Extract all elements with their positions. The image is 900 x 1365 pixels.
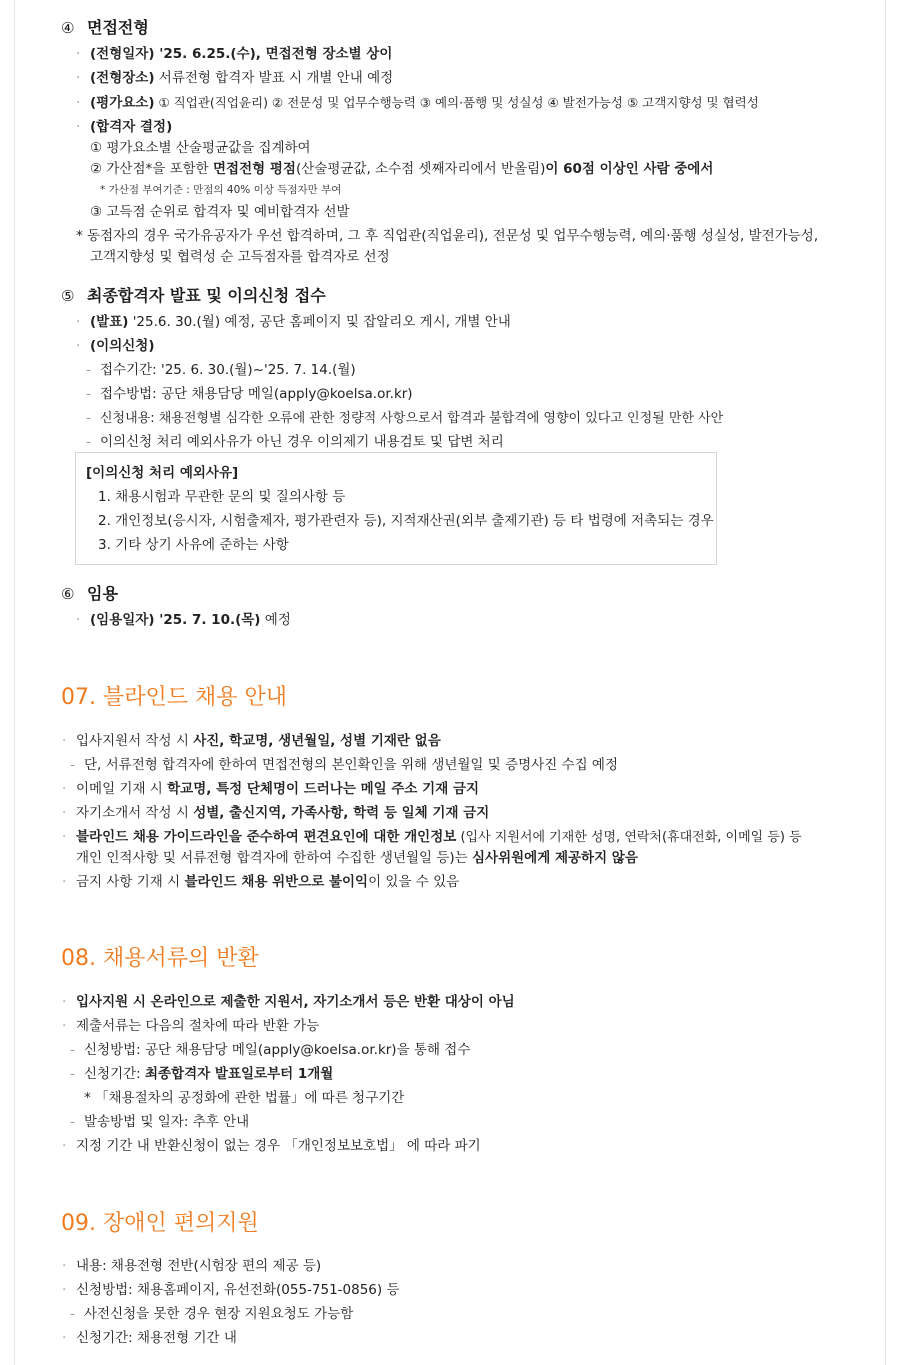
text-part: 이 60점 이상인 사람 중에서 xyxy=(545,161,714,177)
item-label: (이의신청) xyxy=(90,338,155,354)
section-title-08: 08. 채용서류의 반환 xyxy=(61,946,259,971)
item-text: 이의신청 처리 예외사유가 아닌 경우 이의제기 내용검토 및 답변 처리 xyxy=(100,434,504,450)
text-part: 심사위원에게 제공하지 않음 xyxy=(472,850,638,866)
sub-item: - 발송방법 및 일자: 추후 안내 xyxy=(70,1114,250,1130)
circled-number: ⑥ xyxy=(61,585,75,603)
item-label: (발표) xyxy=(90,314,129,330)
list-item: · 신청방법: 채용홈페이지, 유선전화(055-751-0856) 등 xyxy=(62,1282,400,1298)
item-text: 지정 기간 내 반환신청이 없는 경우 「개인정보보호법」 에 따라 파기 xyxy=(76,1138,481,1154)
text-part: 성별, 출신지역, 가족사항, 학력 등 일체 기재 금지 xyxy=(193,805,490,821)
item-label: (전형장소) xyxy=(90,70,155,86)
list-item: · 입사지원서 작성 시 사진, 학교명, 생년월일, 성별 기재란 없음 xyxy=(62,733,441,749)
section-title: 최종합격자 발표 및 이의신청 접수 xyxy=(87,286,326,305)
item-text: 단, 서류전형 합격자에 한하여 면접전형의 본인확인을 위해 생년월일 및 증명사진 수집 예정 xyxy=(84,757,619,773)
list-item: · 금지 사항 기재 시 블라인드 채용 위반으로 불이익이 있을 수 있음 xyxy=(62,874,460,890)
item-label: (평가요소) xyxy=(90,95,155,111)
note-line: * 동점자의 경우 국가유공자가 우선 합격하며, 그 후 직업관(직업윤리), 전문성 및 업무수행능력, 예의·품행 성실성, 발전가능성, xyxy=(76,228,819,244)
list-item: · 지정 기간 내 반환신청이 없는 경우 「개인정보보호법」 에 따라 파기 xyxy=(62,1138,481,1154)
sub-item: - 접수기간: '25. 6. 30.(월)~'25. 7. 14.(월) xyxy=(86,362,356,378)
item-text: 접수기간: '25. 6. 30.(월)~'25. 7. 14.(월) xyxy=(100,362,356,378)
item-text: 사전신청을 못한 경우 현장 지원요청도 가능함 xyxy=(84,1306,354,1322)
text-part: 자기소개서 작성 시 xyxy=(76,805,194,821)
item-text: 입사지원 시 온라인으로 제출한 지원서, 자기소개서 등은 반환 대상이 아님 xyxy=(76,994,515,1010)
item-text: 신청방법: 공단 채용담당 메일(apply@koelsa.or.kr)을 통해 접수 xyxy=(84,1042,471,1058)
note-line: 고객지향성 및 협력성 순 고득점자를 합격자로 선정 xyxy=(90,249,390,265)
text-part: 금지 사항 기재 시 xyxy=(76,874,185,890)
circled-number: ⑤ xyxy=(61,287,75,305)
sub-item: - 단, 서류전형 합격자에 한하여 면접전형의 본인확인을 위해 생년월일 및 증명사진 수집 예정 xyxy=(70,757,619,773)
text-part: ② 가산점*을 포함한 xyxy=(90,161,214,177)
box-title: [이의신청 처리 예외사유] xyxy=(86,465,239,481)
text-part: 사진, 학교명, 생년월일, 성별 기재란 없음 xyxy=(193,733,441,749)
list-item: · (평가요소) ① 직업관(직업윤리) ② 전문성 및 업무수행능력 ③ 예의·품행 및 성실성 ④ 발전가능성 ⑤ 고객지향성 및 협력성 xyxy=(76,95,759,111)
sub-item: - 신청기간: 최종합격자 발표일로부터 1개월 xyxy=(70,1066,334,1082)
item-text: '25.6. 30.(월) 예정, 공단 홈페이지 및 잡알리오 게시, 개별 안내 xyxy=(128,314,511,330)
list-item: · 자기소개서 작성 시 성별, 출신지역, 가족사항, 학력 등 일체 기재 금지 xyxy=(62,805,490,821)
item-label: (합격자 결정) xyxy=(90,119,173,135)
text-part: (입사 지원서에 기재한 성명, 연락처(휴대전화, 이메일 등) 등 xyxy=(456,830,802,845)
text-part: 신청기간: xyxy=(84,1066,146,1082)
sub-item: - 접수방법: 공단 채용담당 메일(apply@koelsa.or.kr) xyxy=(86,386,413,402)
sub-item: - 이의신청 처리 예외사유가 아닌 경우 이의제기 내용검토 및 답변 처리 xyxy=(86,434,504,450)
list-item: · 제출서류는 다음의 절차에 따라 반환 가능 xyxy=(62,1018,320,1034)
sub-item: - 신청내용: 채용전형별 심각한 오류에 관한 정량적 사항으로서 합격과 불합격에 영향이 있다고 인정될 만한 사안 xyxy=(86,410,724,426)
text-part: 블라인드 채용 위반으로 불이익 xyxy=(184,874,369,890)
text-part: 개인 인적사항 및 서류전형 합격자에 한하여 수집한 생년월일 등)는 xyxy=(76,850,472,866)
item-text: ① 직업관(직업윤리) ② 전문성 및 업무수행능력 ③ 예의·품행 및 성실성 ④ 발전가능성 ⑤ 고객지향성 및 협력성 xyxy=(154,95,759,110)
item-text: 내용: 채용전형 전반(시험장 편의 제공 등) xyxy=(76,1258,322,1274)
list-item: · (이의신청) xyxy=(76,338,155,354)
text-part: 최종합격자 발표일로부터 1개월 xyxy=(145,1066,334,1082)
item-text: 예정 xyxy=(260,612,291,628)
list-item: · 신청기간: 채용전형 기간 내 xyxy=(62,1330,237,1346)
item-text: 신청방법: 채용홈페이지, 유선전화(055-751-0856) 등 xyxy=(76,1282,400,1298)
section-heading-interview xyxy=(61,18,149,37)
sub-item: ③ 고득점 순위로 합격자 및 예비합격자 선발 xyxy=(90,204,350,220)
section-heading-final-result xyxy=(61,286,326,305)
footnote: * 가산점 부여기준 : 만점의 40% 이상 득점자만 부여 xyxy=(100,184,342,196)
list-item: · 내용: 채용전형 전반(시험장 편의 제공 등) xyxy=(62,1258,322,1274)
section-title-07: 07. 블라인드 채용 안내 xyxy=(61,685,287,710)
footnote: * 「채용절차의 공정화에 관한 법률」에 따른 청구기간 xyxy=(84,1090,405,1106)
item-text: 제출서류는 다음의 절차에 따라 반환 가능 xyxy=(76,1018,320,1034)
item-text: 신청내용: 채용전형별 심각한 오류에 관한 정량적 사항으로서 합격과 불합격에 영향이 있다고 인정될 만한 사안 xyxy=(100,411,724,426)
box-item: 2. 개인정보(응시자, 시험출제자, 평가관련자 등), 지적재산권(외부 출제기관) 등 타 법령에 저촉되는 경우 xyxy=(98,513,714,529)
item-text: 서류전형 합격자 발표 시 개별 안내 예정 xyxy=(154,70,394,86)
text-part: 면접전형 평점 xyxy=(213,161,296,177)
list-item: · 블라인드 채용 가이드라인을 준수하여 편견요인에 대한 개인정보 (입사 지원서에 기재한 성명, 연락처(휴대전화, 이메일 등) 등 xyxy=(62,829,802,845)
item-text: 접수방법: 공단 채용담당 메일(apply@koelsa.or.kr) xyxy=(100,386,413,402)
list-item: · 이메일 기재 시 학교명, 특정 단체명이 드러나는 메일 주소 기재 금지 xyxy=(62,781,480,797)
item-label: (임용일자) '25. 7. 10.(목) xyxy=(90,612,261,628)
text-part: 이메일 기재 시 xyxy=(76,781,168,797)
list-item: · 입사지원 시 온라인으로 제출한 지원서, 자기소개서 등은 반환 대상이 아님 xyxy=(62,994,515,1010)
item-text: (전형일자) '25. 6.25.(수), 면접전형 장소별 상이 xyxy=(90,46,393,62)
sub-item xyxy=(90,161,713,177)
text-part: 블라인드 채용 가이드라인을 준수하여 편견요인에 대한 개인정보 xyxy=(76,829,457,845)
circled-number: ④ xyxy=(61,19,75,37)
list-item: · (전형일자) '25. 6.25.(수), 면접전형 장소별 상이 xyxy=(76,46,393,62)
box-item: 3. 기타 상기 사유에 준하는 사항 xyxy=(98,537,289,553)
item-text: 신청기간: 채용전형 기간 내 xyxy=(76,1330,237,1346)
section-title-09: 09. 장애인 편의지원 xyxy=(61,1211,259,1236)
sub-item: - 신청방법: 공단 채용담당 메일(apply@koelsa.or.kr)을 통해 접수 xyxy=(70,1042,471,1058)
list-item: · (전형장소) 서류전형 합격자 발표 시 개별 안내 예정 xyxy=(76,70,394,86)
text-part: 학교명, 특정 단체명이 드러나는 메일 주소 기재 금지 xyxy=(167,781,480,797)
section-heading-appointment xyxy=(61,584,118,603)
section-title: 면접전형 xyxy=(87,18,149,37)
text-part: 입사지원서 작성 시 xyxy=(76,733,194,749)
list-item: · (합격자 결정) xyxy=(76,119,173,135)
text-part: 이 있을 수 있음 xyxy=(368,874,460,890)
sub-item: - 사전신청을 못한 경우 현장 지원요청도 가능함 xyxy=(70,1306,354,1322)
section-title: 임용 xyxy=(87,584,118,603)
list-item-cont xyxy=(76,850,638,866)
item-text: 발송방법 및 일자: 추후 안내 xyxy=(84,1114,250,1130)
list-item: · (임용일자) '25. 7. 10.(목) 예정 xyxy=(76,612,291,628)
text-part: (산술평균값, 소수점 셋째자리에서 반올림) xyxy=(295,161,546,177)
sub-item: ① 평가요소별 산술평균값을 집계하여 xyxy=(90,140,311,156)
box-item: 1. 채용시험과 무관한 문의 및 질의사항 등 xyxy=(98,489,346,505)
list-item: · (발표) '25.6. 30.(월) 예정, 공단 홈페이지 및 잡알리오 게시, 개별 안내 xyxy=(76,314,511,330)
